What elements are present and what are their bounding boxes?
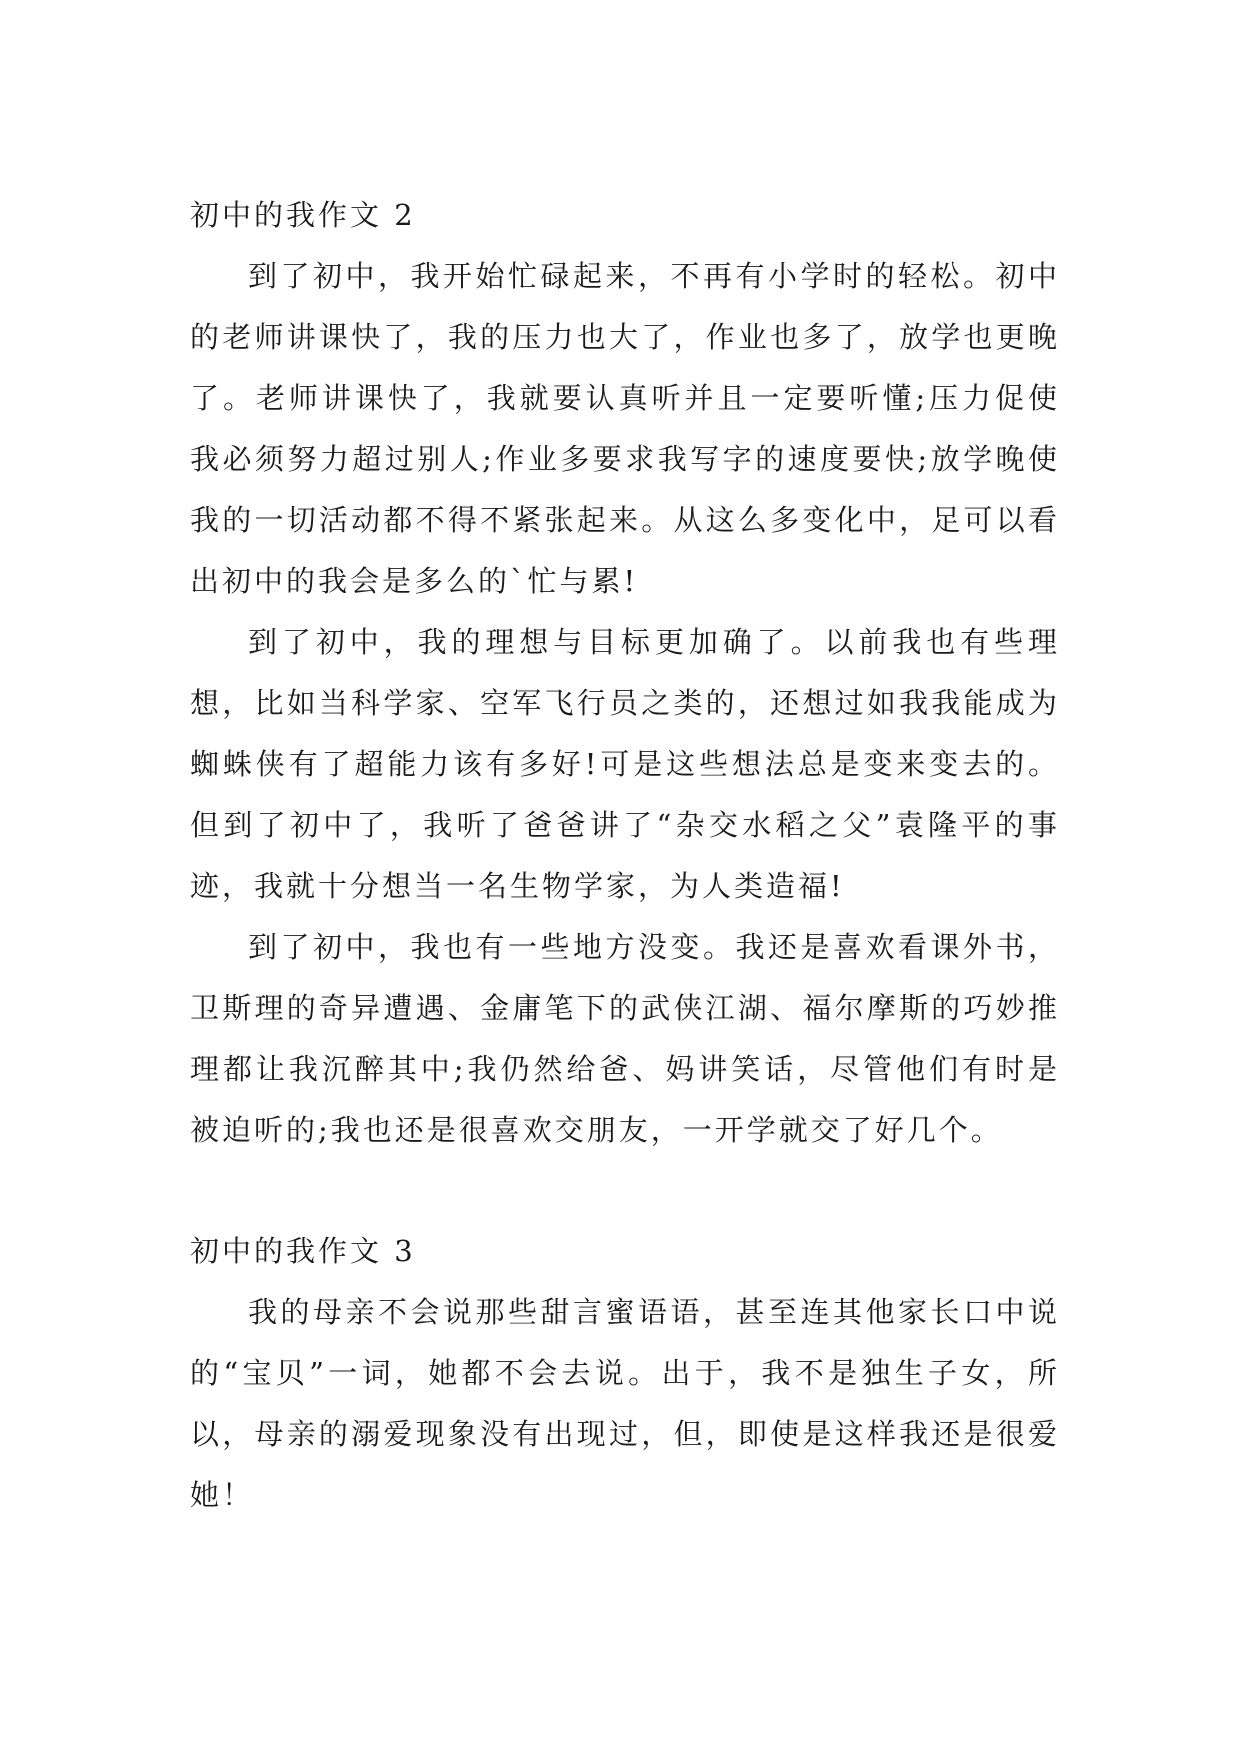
paragraph: 到了初中，我也有一些地方没变。我还是喜欢看课外书，卫斯理的奇异遭遇、金庸笔下的武侠江湖、福尔摩斯的巧妙推理都让我沉醉其中;我仍然给爸、妈讲笑话，尽管他们有时是被迫听的;我也还是很喜欢交朋友，一开学就交了好几个。 [190, 930, 1060, 1147]
paragraph: 到了初中，我开始忙碌起来，不再有小学时的轻松。初中的老师讲课快了，我的压力也大了，作业也多了，放学也更晚了。老师讲课快了，我就要认真听并且一定要听懂;压力促使我必须努力超过别人;作业多要求我写字的速度要快;放学晚使我的一切活动都不得不紧张起来。从这么多变化中，足可以看出初中的我会是多么的`忙与累! [190, 259, 1060, 598]
document-page [190, 185, 1060, 1526]
essay-section-2 [190, 185, 1060, 1161]
essay-section-3 [190, 1221, 1060, 1526]
paragraph: 到了初中，我的理想与目标更加确了。以前我也有些理想，比如当科学家、空军飞行员之类的，还想过如我我能成为蜘蛛侠有了超能力该有多好!可是这些想法总是变来变去的。但到了初中了，我听了爸爸讲了“杂交水稻之父”袁隆平的事迹，我就十分想当一名生物学家，为人类造福! [190, 625, 1060, 903]
section-title: 初中的我作文 3 [190, 1234, 416, 1268]
section-title: 初中的我作文 2 [190, 198, 416, 232]
paragraph: 我的母亲不会说那些甜言蜜语语，甚至连其他家长口中说的“宝贝”一词，她都不会去说。出于，我不是独生子女，所以，母亲的溺爱现象没有出现过，但，即使是这样我还是很爱她！ [190, 1295, 1060, 1512]
